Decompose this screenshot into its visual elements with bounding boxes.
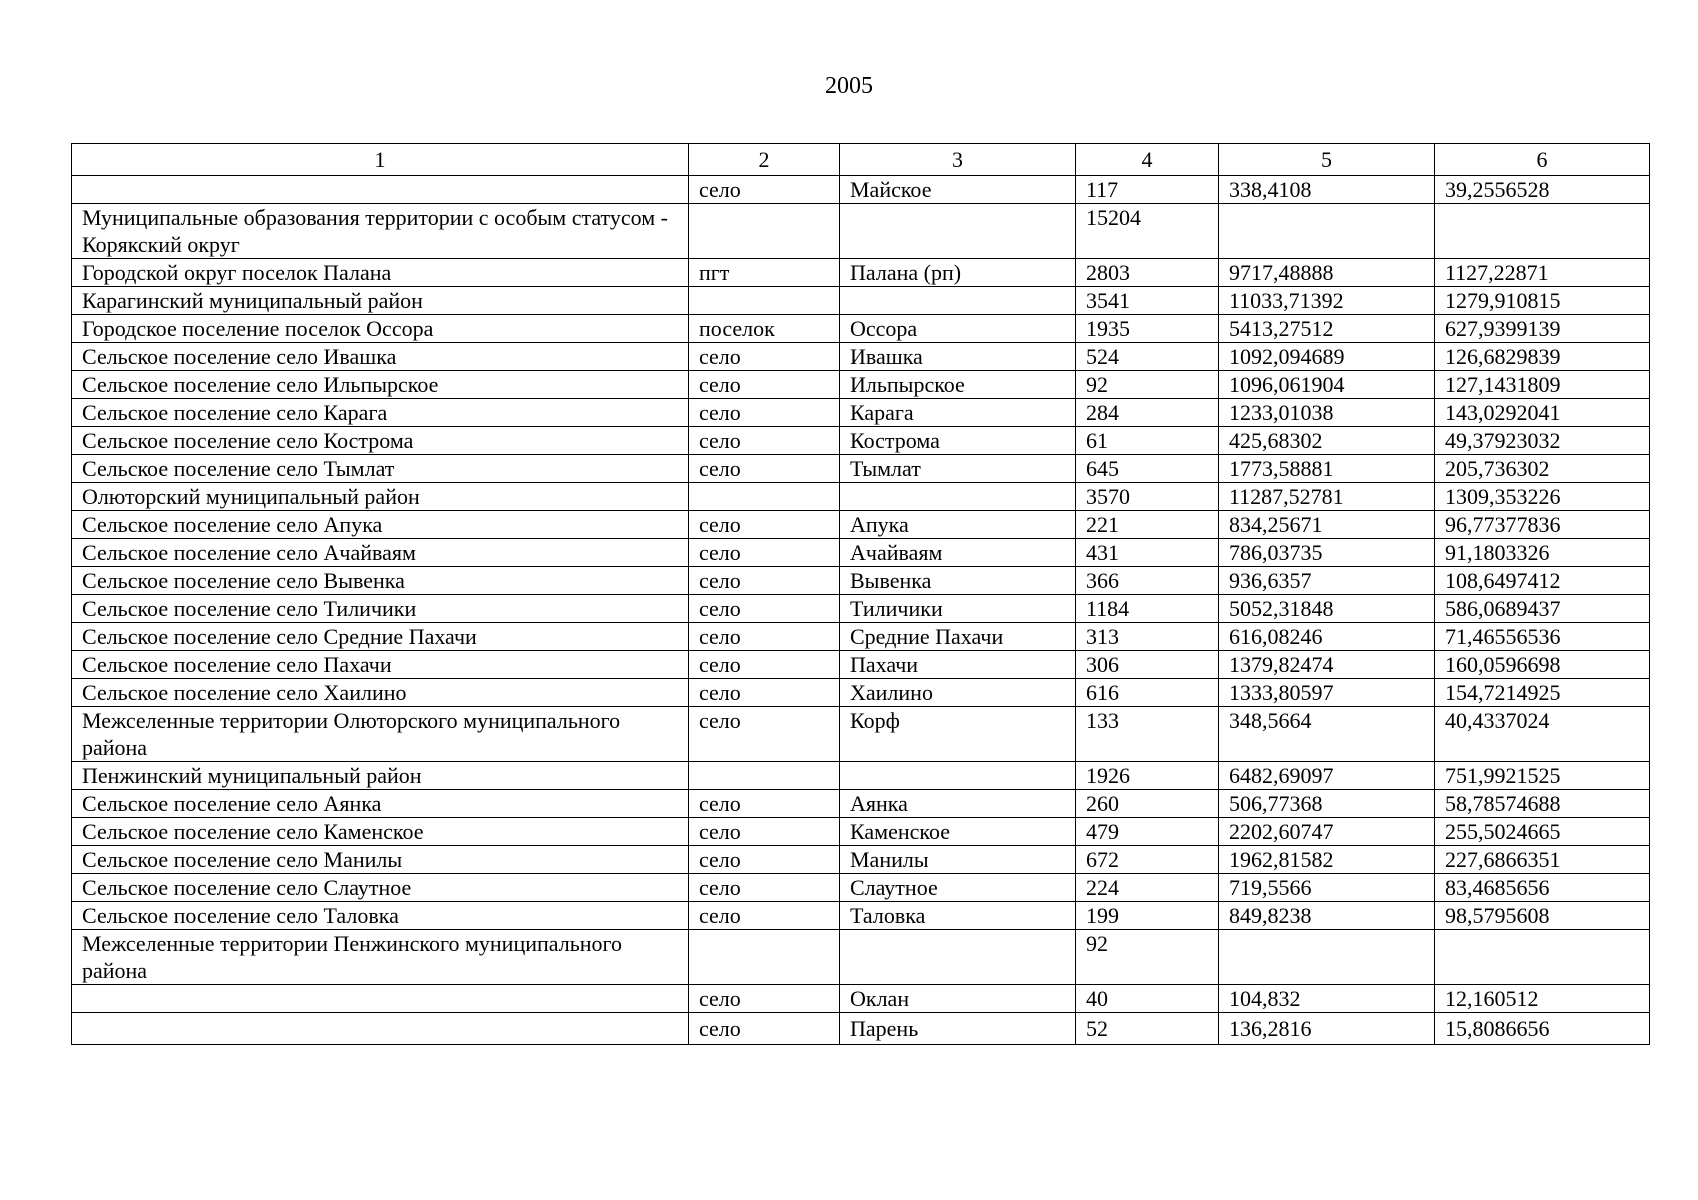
table-cell: 6482,69097	[1219, 762, 1435, 790]
table-cell	[840, 930, 1076, 985]
table-row	[72, 343, 1650, 371]
table-cell: 672	[1076, 846, 1219, 874]
table-cell: 9717,48888	[1219, 259, 1435, 287]
table-cell: 616	[1076, 679, 1219, 707]
column-header-2: 2	[689, 144, 840, 176]
table-cell: село	[689, 595, 840, 623]
table-cell: Ивашка	[840, 343, 1076, 371]
table-cell	[840, 287, 1076, 315]
table-cell: Межселенные территории Пенжинского муниципального района	[72, 930, 689, 985]
table-cell: Сельское поселение село Апука	[72, 511, 689, 539]
table-cell: Корф	[840, 707, 1076, 762]
table-cell	[689, 930, 840, 985]
table-cell	[689, 204, 840, 259]
table-cell: 2202,60747	[1219, 818, 1435, 846]
table-row	[72, 595, 1650, 623]
table-cell: 1309,353226	[1435, 483, 1650, 511]
table-cell	[1219, 204, 1435, 259]
table-cell: 96,77377836	[1435, 511, 1650, 539]
table-cell: 3570	[1076, 483, 1219, 511]
table-cell: 40,4337024	[1435, 707, 1650, 762]
table-cell: 39,2556528	[1435, 176, 1650, 204]
table-cell: Сельское поселение село Тымлат	[72, 455, 689, 483]
table-cell: Сельское поселение село Аянка	[72, 790, 689, 818]
table-cell: 40	[1076, 985, 1219, 1013]
table-row	[72, 399, 1650, 427]
table-cell: 133	[1076, 707, 1219, 762]
table-cell: Сельское поселение село Таловка	[72, 902, 689, 930]
table-row	[72, 287, 1650, 315]
table-cell: Городское поселение поселок Оссора	[72, 315, 689, 343]
table-cell: 1279,910815	[1435, 287, 1650, 315]
table-row	[72, 1013, 1650, 1045]
table-cell: село	[689, 623, 840, 651]
table-cell: 12,160512	[1435, 985, 1650, 1013]
table-cell: Сельское поселение село Манилы	[72, 846, 689, 874]
table-cell: 160,0596698	[1435, 651, 1650, 679]
table-cell	[689, 762, 840, 790]
table-cell: Карагинский муниципальный район	[72, 287, 689, 315]
table-cell: 11287,52781	[1219, 483, 1435, 511]
table-cell: 306	[1076, 651, 1219, 679]
table-cell: 425,68302	[1219, 427, 1435, 455]
table-cell: село	[689, 902, 840, 930]
column-header-6: 6	[1435, 144, 1650, 176]
column-header-1: 1	[72, 144, 689, 176]
table-cell: Кострома	[840, 427, 1076, 455]
table-row	[72, 790, 1650, 818]
table-cell	[1435, 204, 1650, 259]
table-row	[72, 762, 1650, 790]
table-cell: 136,2816	[1219, 1013, 1435, 1045]
table-cell: Манилы	[840, 846, 1076, 874]
table-cell: 92	[1076, 930, 1219, 985]
table-cell: Сельское поселение село Ильпырское	[72, 371, 689, 399]
table-cell: 627,9399139	[1435, 315, 1650, 343]
table-row	[72, 651, 1650, 679]
table-cell: Городской округ поселок Палана	[72, 259, 689, 287]
table-cell: 83,4685656	[1435, 874, 1650, 902]
table-row	[72, 371, 1650, 399]
table-cell: Межселенные территории Олюторского муниципального района	[72, 707, 689, 762]
table-cell: 126,6829839	[1435, 343, 1650, 371]
table-cell: Апука	[840, 511, 1076, 539]
table-cell: 5413,27512	[1219, 315, 1435, 343]
table-cell: Муниципальные образования территории с особым статусом - Корякский округ	[72, 204, 689, 259]
table-cell: 1092,094689	[1219, 343, 1435, 371]
table-cell: 1127,22871	[1435, 259, 1650, 287]
table-cell: 1962,81582	[1219, 846, 1435, 874]
table-row	[72, 846, 1650, 874]
table-cell: Ачайваям	[840, 539, 1076, 567]
table-cell: село	[689, 371, 840, 399]
table-cell: Пахачи	[840, 651, 1076, 679]
table-row	[72, 455, 1650, 483]
table-cell: село	[689, 679, 840, 707]
table-cell: село	[689, 818, 840, 846]
data-table	[71, 143, 1650, 1045]
table-cell: Слаутное	[840, 874, 1076, 902]
table-cell: Сельское поселение село Каменское	[72, 818, 689, 846]
table-cell: село	[689, 846, 840, 874]
table-cell	[840, 204, 1076, 259]
table-cell: село	[689, 343, 840, 371]
table-cell	[689, 287, 840, 315]
table-cell: 11033,71392	[1219, 287, 1435, 315]
table-row	[72, 985, 1650, 1013]
table-cell: 936,6357	[1219, 567, 1435, 595]
table-cell: 71,46556536	[1435, 623, 1650, 651]
table-cell: Хаилино	[840, 679, 1076, 707]
table-cell: Ильпырское	[840, 371, 1076, 399]
table-cell: село	[689, 455, 840, 483]
table-cell	[72, 176, 689, 204]
table-cell: село	[689, 539, 840, 567]
table-cell: 284	[1076, 399, 1219, 427]
table-body	[72, 176, 1650, 1045]
table-cell: Сельское поселение село Пахачи	[72, 651, 689, 679]
table-cell: Сельское поселение село Ачайваям	[72, 539, 689, 567]
table-cell: 255,5024665	[1435, 818, 1650, 846]
table-cell: Сельское поселение село Кострома	[72, 427, 689, 455]
table-cell: 58,78574688	[1435, 790, 1650, 818]
table-cell: 3541	[1076, 287, 1219, 315]
table-row	[72, 818, 1650, 846]
table-cell: 143,0292041	[1435, 399, 1650, 427]
table-cell: село	[689, 874, 840, 902]
table-cell: 849,8238	[1219, 902, 1435, 930]
table-cell: 1233,01038	[1219, 399, 1435, 427]
table-cell: 524	[1076, 343, 1219, 371]
table-cell: Парень	[840, 1013, 1076, 1045]
table-cell: 645	[1076, 455, 1219, 483]
table-cell: Олюторский муниципальный район	[72, 483, 689, 511]
table-cell: Оссора	[840, 315, 1076, 343]
table-row	[72, 707, 1650, 762]
table-cell: 98,5795608	[1435, 902, 1650, 930]
table-cell: 61	[1076, 427, 1219, 455]
table-cell: 786,03735	[1219, 539, 1435, 567]
table-cell: 92	[1076, 371, 1219, 399]
table-cell: 479	[1076, 818, 1219, 846]
table-cell: Каменское	[840, 818, 1076, 846]
table-cell: 313	[1076, 623, 1219, 651]
table-cell	[1435, 930, 1650, 985]
table-cell: Сельское поселение село Слаутное	[72, 874, 689, 902]
table-row	[72, 539, 1650, 567]
table-cell: 506,77368	[1219, 790, 1435, 818]
table-cell: Аянка	[840, 790, 1076, 818]
table-cell: 719,5566	[1219, 874, 1435, 902]
table-cell: 834,25671	[1219, 511, 1435, 539]
table-row	[72, 874, 1650, 902]
table-cell: Пенжинский муниципальный район	[72, 762, 689, 790]
table-cell: пгт	[689, 259, 840, 287]
table-cell: 15204	[1076, 204, 1219, 259]
table-cell: село	[689, 567, 840, 595]
table-cell: Вывенка	[840, 567, 1076, 595]
table-cell: Карага	[840, 399, 1076, 427]
table-cell	[689, 483, 840, 511]
table-row	[72, 204, 1650, 259]
table-header-row	[72, 144, 1650, 176]
table-row	[72, 427, 1650, 455]
table-cell: село	[689, 707, 840, 762]
page-number: 2005	[825, 73, 873, 99]
table-cell: Сельское поселение село Вывенка	[72, 567, 689, 595]
table-cell: 224	[1076, 874, 1219, 902]
table-cell: Сельское поселение село Карага	[72, 399, 689, 427]
table-cell: 52	[1076, 1013, 1219, 1045]
table-cell: 1379,82474	[1219, 651, 1435, 679]
table-cell: 586,0689437	[1435, 595, 1650, 623]
table-cell: Средние Пахачи	[840, 623, 1076, 651]
table-cell: 5052,31848	[1219, 595, 1435, 623]
table-cell	[72, 1013, 689, 1045]
table-row	[72, 902, 1650, 930]
table-cell: Палана (рп)	[840, 259, 1076, 287]
table-cell: 127,1431809	[1435, 371, 1650, 399]
table-cell	[72, 985, 689, 1013]
table-cell: 117	[1076, 176, 1219, 204]
table-cell	[1219, 930, 1435, 985]
table-cell: Тиличики	[840, 595, 1076, 623]
table-cell: Таловка	[840, 902, 1076, 930]
table-cell: село	[689, 651, 840, 679]
table-cell: 154,7214925	[1435, 679, 1650, 707]
table-cell	[840, 762, 1076, 790]
table-cell: 260	[1076, 790, 1219, 818]
column-header-4: 4	[1076, 144, 1219, 176]
table-cell: 616,08246	[1219, 623, 1435, 651]
table-row	[72, 623, 1650, 651]
table-row	[72, 315, 1650, 343]
table-cell: 751,9921525	[1435, 762, 1650, 790]
table-row	[72, 483, 1650, 511]
table-cell: 227,6866351	[1435, 846, 1650, 874]
table-cell: село	[689, 427, 840, 455]
table-cell: 338,4108	[1219, 176, 1435, 204]
table-cell: Сельское поселение село Хаилино	[72, 679, 689, 707]
table-cell: 2803	[1076, 259, 1219, 287]
table-cell: село	[689, 399, 840, 427]
table-cell: село	[689, 511, 840, 539]
table-cell: поселок	[689, 315, 840, 343]
table-row	[72, 930, 1650, 985]
table-cell: 199	[1076, 902, 1219, 930]
table-cell: Сельское поселение село Тиличики	[72, 595, 689, 623]
table-cell: 108,6497412	[1435, 567, 1650, 595]
table-cell: 348,5664	[1219, 707, 1435, 762]
table-cell: 1926	[1076, 762, 1219, 790]
table-cell: 1184	[1076, 595, 1219, 623]
column-header-3: 3	[840, 144, 1076, 176]
table-row	[72, 567, 1650, 595]
table-cell: 1096,061904	[1219, 371, 1435, 399]
table-cell: 1333,80597	[1219, 679, 1435, 707]
table-cell: Сельское поселение село Ивашка	[72, 343, 689, 371]
table-cell: 91,1803326	[1435, 539, 1650, 567]
table-cell: 1935	[1076, 315, 1219, 343]
table-cell: село	[689, 1013, 840, 1045]
table-cell: 49,37923032	[1435, 427, 1650, 455]
table-cell: 1773,58881	[1219, 455, 1435, 483]
table-cell: Тымлат	[840, 455, 1076, 483]
table-cell: 104,832	[1219, 985, 1435, 1013]
column-header-5: 5	[1219, 144, 1435, 176]
table-cell: 431	[1076, 539, 1219, 567]
table-cell: Оклан	[840, 985, 1076, 1013]
table-cell	[840, 483, 1076, 511]
table-cell: село	[689, 985, 840, 1013]
table-cell: 15,8086656	[1435, 1013, 1650, 1045]
table-row	[72, 259, 1650, 287]
table-cell: Майское	[840, 176, 1076, 204]
table-cell: село	[689, 176, 840, 204]
table-cell: село	[689, 790, 840, 818]
table-cell: 221	[1076, 511, 1219, 539]
table-row	[72, 679, 1650, 707]
table-cell: 366	[1076, 567, 1219, 595]
table-row	[72, 511, 1650, 539]
table-cell: Сельское поселение село Средние Пахачи	[72, 623, 689, 651]
table-row	[72, 176, 1650, 204]
table-cell: 205,736302	[1435, 455, 1650, 483]
